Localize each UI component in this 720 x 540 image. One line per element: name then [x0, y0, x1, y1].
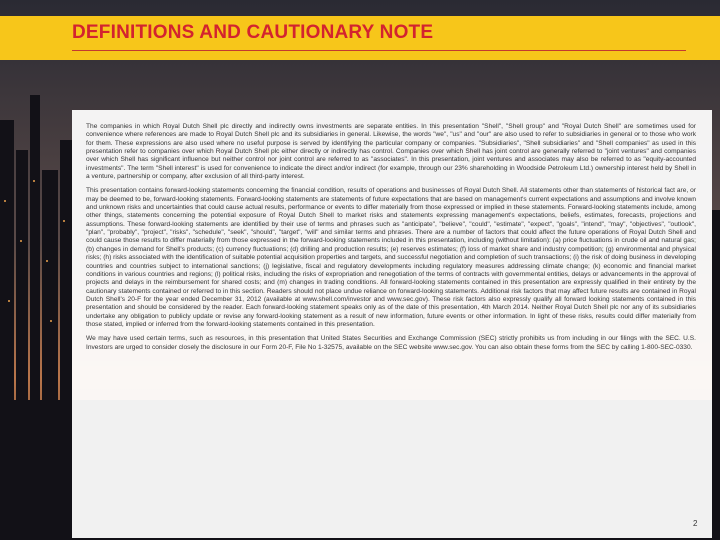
paragraph-sec-terms: We may have used certain terms, such as resources, in this presentation that United States Securities and Exchange Commission (SEC) strictly prohibits us from including in our filings with the SEC. U.S. Investors are urged to consider closely the disclosure in our Form 20-F, File No 1-32575, available on the SEC website www.sec.gov. You can also obtain these forms from the SEC by calling 1-800-SEC-0330.: [86, 335, 696, 351]
paragraph-definitions: The companies in which Royal Dutch Shell plc directly and indirectly owns investments are separate entities. In this presentation "Shell", "Shell group" and "Royal Dutch Shell" are sometimes used for convenience where references are made to Royal Dutch Shell plc and its subsidiaries in general. Likewise, the words "we", "us" and "our" are also used to refer to subsidiaries in general or to those who work for them. These expressions are also used where no useful purpose is served by identifying the particular company or companies. "Subsidiaries", "Shell subsidiaries" and "Shell companies" as used in this presentation refer to companies over which Royal Dutch Shell plc either directly or indirectly has control. Companies over which Shell has joint control are generally referred to "joint ventures" and companies over which Shell has significant influence but neither control nor joint control are referred to as "associates". In this presentation, joint ventures and associates may also be referred to as "equity-accounted investments". The term "Shell interest" is used for convenience to indicate the direct and/or indirect (for example, through our 23% shareholding in Woodside Petroleum Ltd.) ownership interest held by Shell in a venture, partnership or company, after exclusion of all third-party interest.: [86, 123, 696, 181]
cautionary-note-body: [86, 123, 696, 358]
page-number: 2: [693, 519, 698, 528]
title-underline: [72, 50, 686, 51]
page-title: DEFINITIONS AND CAUTIONARY NOTE: [72, 22, 434, 43]
paragraph-forward-looking: This presentation contains forward-looking statements concerning the financial condition, results of operations and businesses of Royal Dutch Shell. All statements other than statements of historical fact are, or may be deemed to be, forward-looking statements. Forward-looking statements are statements of future expectations that are based on management's current expectations and assumptions and involve known and unknown risks and uncertainties that could cause actual results, performance or events to differ materially from those expressed or implied in these statements. Forward-looking statements include, among other things, statements concerning the potential exposure of Royal Dutch Shell to market risks and statements expressing management's expectations, beliefs, estimates, forecasts, projections and assumptions. These forward-looking statements are identified by their use of terms and phrases such as "anticipate", "believe", "could", "estimate", "expect", "goals", "intend", "may", "objectives", "outlook", "plan", "probably", "project", "risks", "schedule", "seek", "should", "target", "will" and similar terms and phrases. There are a number of factors that could affect the future operations of Royal Dutch Shell and could cause those results to differ materially from those expressed in the forward-looking statements included in this presentation, including (without limitation): (a) price fluctuations in crude oil and natural gas; (b) changes in demand for Shell's products; (c) currency fluctuations; (d) drilling and production results; (e) reserves estimates; (f) loss of market share and industry competition; (g) environmental and physical risks; (h) risks associated with the identification of suitable potential acquisition properties and targets, and successful negotiation and completion of such transactions; (i) the risk of doing business in developing countries and countries subject to international sanctions; (j) legislative, fiscal and regulatory developments including regulatory measures addressing climate change; (k) economic and financial market conditions in various countries and regions; (l) political risks, including the risks of expropriation and renegotiation of the terms of contracts with governmental entities, delays or advancements in the approval of projects and delays in the reimbursement for shared costs; and (m) changes in trading conditions. All forward-looking statements contained in this presentation are expressly qualified in their entirety by the cautionary statements contained or referred to in this section. Readers should not place undue reliance on forward-looking statements. Additional risk factors that may affect future results are contained in Royal Dutch Shell's 20-F for the year ended December 31, 2012 (available at www.shell.com/investor and www.sec.gov). These risk factors also expressly qualify all forward looking statements contained in this presentation and should be considered by the reader. Each forward-looking statement speaks only as of the date of this presentation, 4th March 2014. Neither Royal Dutch Shell plc nor any of its subsidiaries undertake any obligation to publicly update or revise any forward-looking statement as a result of new information, future events or other information. In light of these risks, results could differ materially from those stated, implied or inferred from the forward-looking statements contained in this presentation.: [86, 187, 696, 328]
